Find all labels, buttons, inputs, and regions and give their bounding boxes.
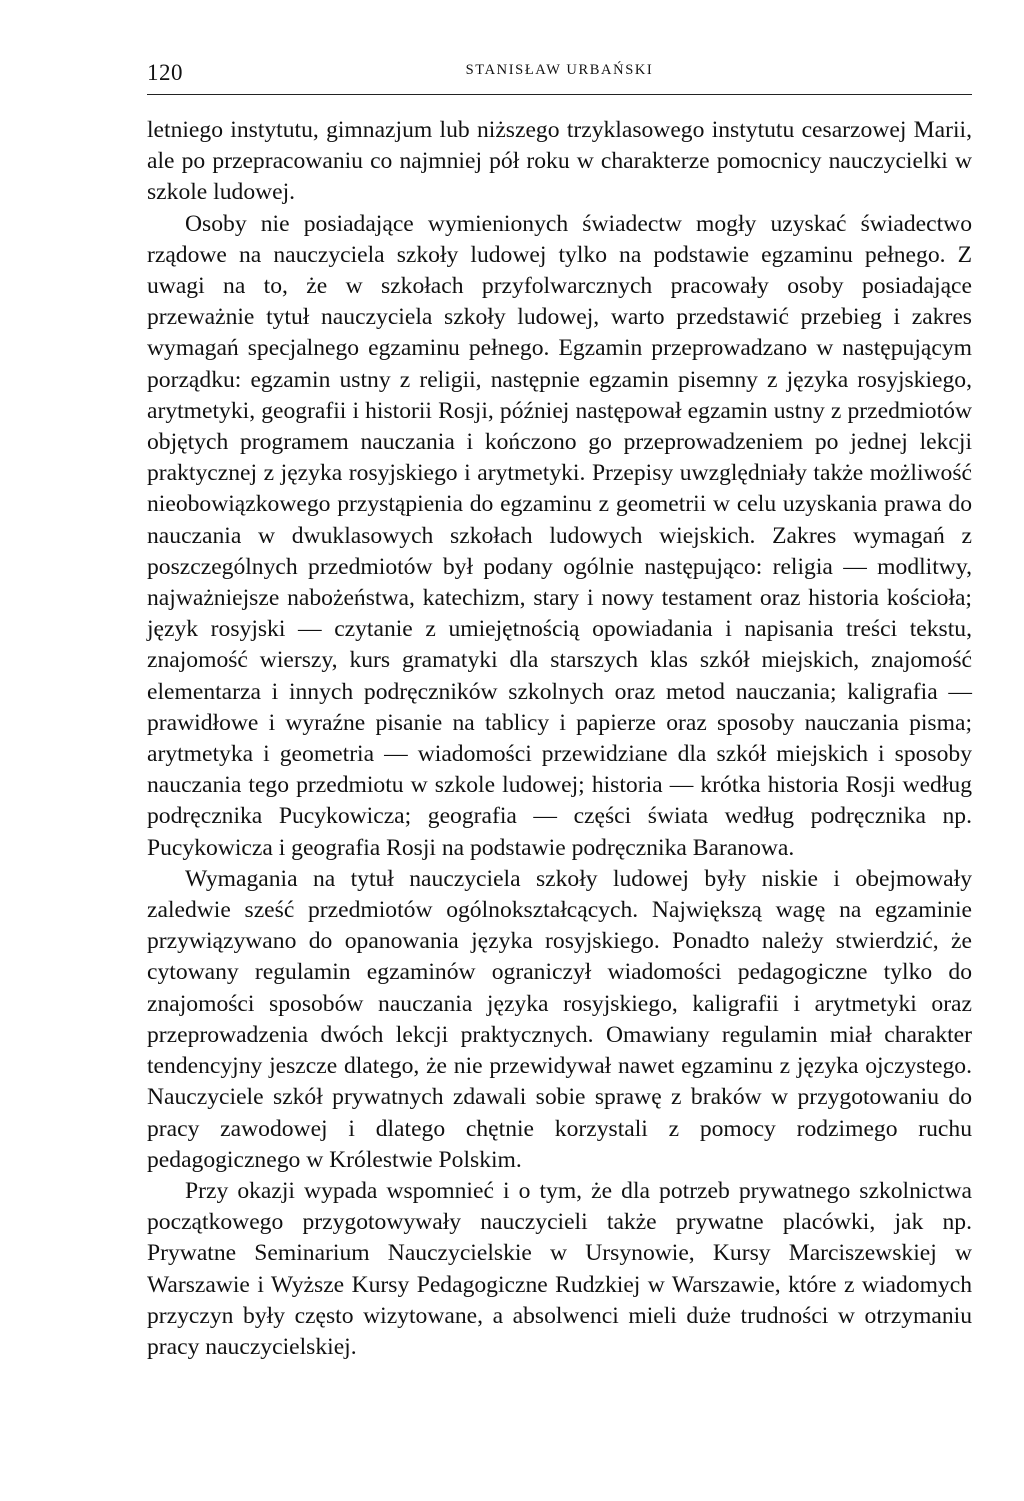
paragraph: Wymagania na tytuł nauczyciela szkoły ludowej były niskie i obejmowały zaledwie sześć przedmiotów ogólnokształcących. Największą wagę na egzaminie przywiązywano do opanowania języka rosyjskiego. Ponadto należy stwierdzić, że cytowany regulamin egzaminów ograniczył wiadomości pedagogiczne tylko do znajomości sposobów nauczania języka rosyjskiego, kaligrafii i arytmetyki oraz przeprowadzenia dwóch lekcji praktycznych. Omawiany regulamin miał charakter tendencyjny jeszcze dlatego, że nie przewidywał nawet egzaminu z języka ojczystego. Nauczyciele szkół prywatnych zdawali sobie sprawę z braków w przygotowaniu do pracy zawodowej i dlatego chętnie korzystali z pomocy rodzimego ruchu pedagogicznego w Królestwie Polskim. (147, 865, 972, 1173)
paragraph: Osoby nie posiadające wymienionych świadectw mogły uzyskać świadectwo rządowe na nauczyciela szkoły ludowej tylko na podstawie egzaminu pełnego. Z uwagi na to, że w szkołach przyfolwarcznych pracowały osoby posiadające przeważnie tytuł nauczyciela szkoły ludowej, warto przedstawić przebieg i zakres wymagań specjalnego egzaminu pełnego. Egzamin przeprowadzano w następującym porządku: egzamin ustny z religii, następnie egzamin pisemny z języka rosyjskiego, arytmetyki, geografii i historii Rosji, później następował egzamin ustny z przedmiotów objętych programem nauczania i kończono go przeprowadzeniem po jednej lekcji praktycznej z języka rosyjskiego i arytmetyki. Przepisy uwzględniały także możliwość nieobowiązkowego przystąpienia do egzaminu z geometrii w celu uzyskania prawa do nauczania w dwuklasowych szkołach ludowych wiejskich. Zakres wymagań z poszczególnych przedmiotów był podany ogólnie następująco: religia — modlitwy, najważniejsze nabożeństwa, katechizm, stary i nowy testament oraz historia kościoła; język rosyjski — czytanie z umiejętnością opowiadania i napisania treści tekstu, znajomość wierszy, kurs gramatyki dla starszych klas szkół miejskich, znajomość elementarza i innych podręczników szkolnych oraz metod nauczania; kaligrafia — prawidłowe i wyraźne pisanie na tablicy i papierze oraz sposoby nauczania pisma; arytmetyka i geometria — wiadomości przewidziane dla szkół miejskich i sposoby nauczania tego przedmiotu w szkole ludowej; historia — krótka historia Rosji według podręcznika Pucykowicza; geografia — części świata według podręcznika np. Pucykowicza i geografia Rosji na podstawie podręcznika Baranowa. (147, 210, 972, 861)
paragraph: Przy okazji wypada wspomnieć i o tym, że dla potrzeb prywatnego szkolnictwa początkowego przygotowywały nauczycieli także prywatne placówki, jak np. Prywatne Seminarium Nauczycielskie w Ursynowie, Kursy Marciszewskiej w Warszawie i Wyższe Kursy Pedagogiczne Rudzkiej w Warszawie, które z wiadomych przyczyn były często wizytowane, a absolwenci mieli duże trudności w otrzymaniu pracy nauczycielskiej. (147, 1177, 972, 1360)
paragraph: letniego instytutu, gimnazjum lub niższego trzyklasowego instytutu cesarzowej Marii, ale po przepracowaniu co najmniej pół roku w charakterze pomocnicy nauczycielki w szkole ludowej. (147, 117, 972, 206)
page-number: 120 (147, 60, 183, 85)
running-title: STANISŁAW URBAŃSKI (465, 62, 654, 78)
running-head (147, 56, 972, 95)
body-text (147, 115, 972, 1363)
book-page (147, 56, 972, 1456)
